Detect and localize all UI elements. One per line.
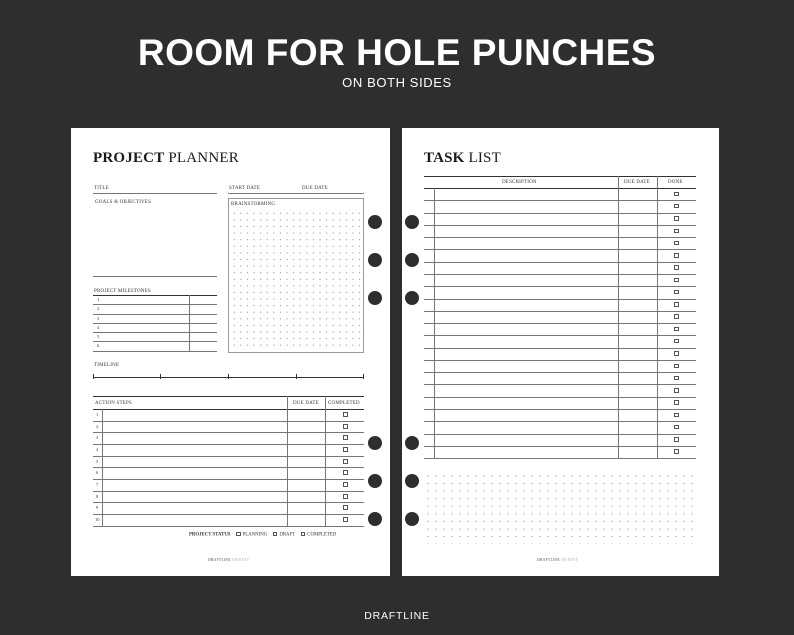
done-label: DONE — [668, 180, 683, 185]
task-done-checkbox[interactable] — [674, 302, 679, 307]
due-date-label: DUE DATE — [302, 186, 328, 191]
task-done-checkbox[interactable] — [674, 290, 679, 295]
action-step-number: 3 — [96, 435, 99, 440]
task-row-line — [424, 434, 696, 435]
action-step-checkbox[interactable] — [343, 482, 348, 487]
action-due-divider — [287, 396, 288, 526]
project-status-row — [189, 532, 336, 538]
hole-punch-left — [368, 253, 382, 267]
task-row-line — [424, 249, 696, 250]
action-step-checkbox[interactable] — [343, 494, 348, 499]
task-row-line — [424, 372, 696, 373]
milestone-line — [93, 332, 217, 333]
task-row-line — [424, 286, 696, 287]
title-rest: LIST — [468, 150, 501, 166]
task-done-checkbox[interactable] — [674, 241, 679, 246]
hole-punch-right — [405, 215, 419, 229]
title-bold: TASK — [424, 150, 465, 166]
action-step-checkbox[interactable] — [343, 470, 348, 475]
description-label: DESCRIPTION — [502, 180, 537, 185]
status-checkbox-completed[interactable] — [301, 532, 305, 536]
hole-punch-left — [368, 291, 382, 305]
hole-punch-left — [368, 512, 382, 526]
action-step-number: 1 — [96, 412, 99, 417]
task-done-checkbox[interactable] — [674, 204, 679, 209]
page-credit — [537, 558, 578, 562]
task-done-checkbox[interactable] — [674, 229, 679, 234]
status-option-completed: COMPLETED — [307, 532, 337, 538]
status-option-draft: DRAFT — [279, 532, 296, 538]
action-step-line — [93, 444, 364, 445]
action-step-number: 9 — [96, 505, 99, 510]
credit-brand: DRAFTLINE — [208, 558, 231, 562]
action-step-number: 6 — [96, 470, 99, 475]
brand-footer: DRAFTLINE — [364, 610, 430, 622]
action-step-line — [93, 456, 364, 457]
title-line — [93, 193, 217, 194]
status-option-planning: PLANNING — [242, 532, 268, 538]
task-done-checkbox[interactable] — [674, 400, 679, 405]
milestone-line — [93, 304, 217, 305]
action-steps-top-line — [93, 396, 364, 397]
credit-suffix: ON ETSY — [561, 558, 579, 562]
start-date-label: START DATE — [229, 186, 261, 191]
milestone-line — [93, 314, 217, 315]
timeline-tick — [160, 374, 161, 379]
milestones-label: PROJECT MILESTONES — [94, 289, 151, 294]
action-step-checkbox[interactable] — [343, 505, 348, 510]
action-step-checkbox[interactable] — [343, 459, 348, 464]
action-step-checkbox[interactable] — [343, 435, 348, 440]
action-step-line — [93, 502, 364, 503]
action-step-number: 4 — [96, 447, 99, 452]
task-done-checkbox[interactable] — [674, 425, 679, 430]
action-step-checkbox[interactable] — [343, 447, 348, 452]
action-step-number: 10 — [95, 517, 100, 522]
task-row-line — [424, 335, 696, 336]
action-step-line — [93, 479, 364, 480]
milestone-number: 6 — [97, 343, 100, 348]
task-done-checkbox[interactable] — [674, 339, 679, 344]
task-row-line — [424, 299, 696, 300]
task-done-checkbox[interactable] — [674, 388, 679, 393]
task-row-line — [424, 262, 696, 263]
milestone-line — [93, 341, 217, 342]
hole-punch-right — [405, 512, 419, 526]
task-row-line — [424, 348, 696, 349]
task-list-page — [402, 128, 719, 576]
project-status-label: PROJECT STATUS — [189, 532, 231, 538]
hole-punch-left — [368, 436, 382, 450]
timeline-tick — [296, 374, 297, 379]
milestones-top-line — [93, 295, 217, 296]
task-done-checkbox[interactable] — [674, 216, 679, 221]
status-checkbox-draft[interactable] — [273, 532, 277, 536]
task-row-line — [424, 274, 696, 275]
task-row-line — [424, 384, 696, 385]
action-completed-divider — [325, 396, 326, 526]
action-step-checkbox[interactable] — [343, 517, 348, 522]
action-steps-header-line — [93, 409, 364, 410]
action-due-date-label: DUE DATE — [293, 401, 319, 406]
action-step-line — [93, 467, 364, 468]
hole-punch-right — [405, 291, 419, 305]
task-done-checkbox[interactable] — [674, 265, 679, 270]
action-step-line — [93, 432, 364, 433]
milestone-line — [93, 323, 217, 324]
task-done-checkbox[interactable] — [674, 437, 679, 442]
title-bold: PROJECT — [93, 150, 165, 166]
action-step-line — [93, 421, 364, 422]
milestone-line — [93, 351, 217, 352]
task-row-line — [424, 237, 696, 238]
page-title — [93, 150, 239, 167]
milestone-number: 4 — [97, 325, 100, 330]
milestone-number: 2 — [97, 306, 100, 311]
status-checkbox-planning[interactable] — [236, 532, 240, 536]
title-rest: PLANNER — [168, 150, 239, 166]
task-row-line — [424, 200, 696, 201]
goals-label: GOALS & OBJECTIVES — [95, 200, 152, 205]
task-row-line — [424, 409, 696, 410]
task-done-checkbox[interactable] — [674, 376, 679, 381]
milestone-number: 1 — [97, 297, 100, 302]
action-step-number: 5 — [96, 459, 99, 464]
task-done-checkbox[interactable] — [674, 364, 679, 369]
credit-suffix: ON ETSY — [232, 558, 250, 562]
credit-brand: DRAFTLINE — [537, 558, 560, 562]
goals-bottom-line — [93, 276, 217, 277]
task-row-line — [424, 421, 696, 422]
task-row-line — [424, 323, 696, 324]
task-due-divider — [618, 176, 619, 458]
task-done-checkbox[interactable] — [674, 253, 679, 258]
action-step-number: 2 — [96, 424, 99, 429]
date-line — [228, 193, 364, 194]
timeline-label: TIMELINE — [94, 363, 120, 368]
timeline-tick — [228, 374, 229, 379]
project-planner-page — [71, 128, 390, 576]
task-table-top-line — [424, 176, 696, 177]
task-due-date-label: DUE DATE — [624, 180, 650, 185]
task-done-checkbox[interactable] — [674, 413, 679, 418]
task-row-line — [424, 213, 696, 214]
hole-punch-left — [368, 215, 382, 229]
action-step-checkbox[interactable] — [343, 424, 348, 429]
hole-punch-right — [405, 436, 419, 450]
action-completed-label: COMPLETED — [328, 401, 360, 406]
task-row-line — [424, 458, 696, 459]
milestone-number: 5 — [97, 334, 100, 339]
banner-title: ROOM FOR HOLE PUNCHES — [137, 32, 657, 73]
task-row-line — [424, 311, 696, 312]
hole-punch-left — [368, 474, 382, 488]
title-label: TITLE — [94, 186, 109, 191]
task-done-checkbox[interactable] — [674, 327, 679, 332]
action-step-number: 8 — [96, 494, 99, 499]
action-step-line — [93, 491, 364, 492]
action-step-checkbox[interactable] — [343, 412, 348, 417]
task-done-checkbox[interactable] — [674, 351, 679, 356]
action-step-line — [93, 514, 364, 515]
action-steps-label: ACTION STEPS — [95, 401, 132, 406]
task-done-checkbox[interactable] — [674, 192, 679, 197]
task-row-line — [424, 360, 696, 361]
timeline-tick — [363, 374, 364, 379]
banner-subtitle: ON BOTH SIDES — [342, 75, 452, 90]
task-row-line — [424, 446, 696, 447]
page-title — [424, 150, 501, 167]
action-step-line — [93, 526, 364, 527]
milestone-number: 3 — [97, 316, 100, 321]
task-done-checkbox[interactable] — [674, 449, 679, 454]
task-row-line — [424, 397, 696, 398]
task-row-line — [424, 225, 696, 226]
hole-punch-right — [405, 253, 419, 267]
notes-dot-grid — [424, 472, 696, 544]
task-table-header-line — [424, 188, 696, 189]
page-credit — [208, 558, 249, 562]
task-done-checkbox[interactable] — [674, 314, 679, 319]
action-step-number: 7 — [96, 482, 99, 487]
brainstorming-dot-grid — [231, 210, 361, 350]
task-done-divider — [657, 176, 658, 458]
timeline-tick — [93, 374, 94, 379]
hole-punch-right — [405, 474, 419, 488]
brainstorming-label: BRAINSTORMING — [231, 202, 276, 207]
task-done-checkbox[interactable] — [674, 278, 679, 283]
